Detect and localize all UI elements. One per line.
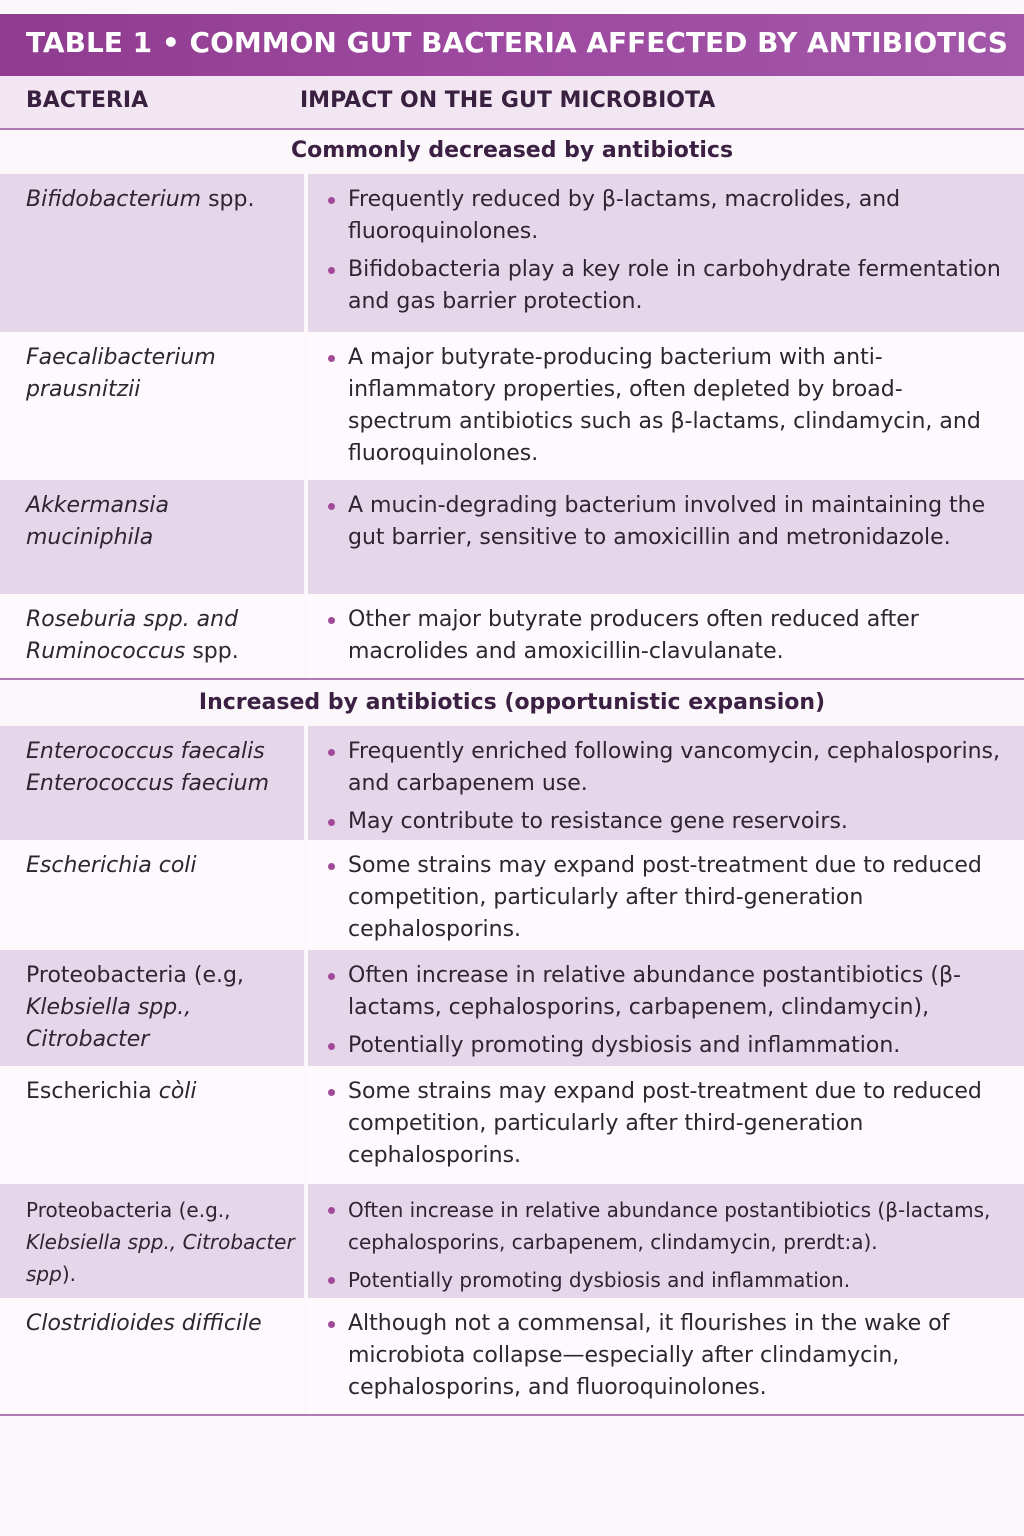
bacteria-cell xyxy=(0,480,304,594)
impact-bullet: Frequently enriched following vancomycin, cephalosporins, and carbapenem use. xyxy=(328,736,1004,800)
bacteria-cell xyxy=(0,1298,304,1414)
impact-bullet: Often increase in relative abundance postantibiotics (β-lactams, cephalosporins, carbapenem, clindamycin), xyxy=(328,960,1004,1024)
bacteria-name: Escherichia coli xyxy=(26,853,197,878)
impact-bullet: May contribute to resistance gene reservoirs. xyxy=(328,806,1004,838)
bullet-icon xyxy=(328,267,335,274)
impact-cell xyxy=(308,480,1024,594)
section-divider xyxy=(0,678,1024,680)
impact-bullet: Some strains may expand post-treatment due to reduced competition, particularly after third-generation cephalosporins. xyxy=(328,850,1004,946)
impact-cell xyxy=(308,840,1024,950)
bullet-icon xyxy=(328,1089,335,1096)
column-header-impact: IMPACT ON THE GUT MICROBIOTA xyxy=(300,88,716,113)
impact-cell xyxy=(308,1298,1024,1414)
bullet-icon xyxy=(328,617,335,624)
bacteria-name: Clostridioides difficile xyxy=(26,1311,262,1336)
impact-bullet: Bifidobacteria play a key role in carbohydrate fermentation and gas barrier protection. xyxy=(328,254,1004,318)
bacteria-cell xyxy=(0,332,304,480)
bacteria-name: Faecalibacterium prausnitzii xyxy=(26,345,216,402)
bacteria-cell xyxy=(0,594,304,678)
bullet-icon xyxy=(328,819,335,826)
table-bottom-border xyxy=(0,1414,1024,1416)
table-row xyxy=(0,950,1024,1066)
table-row xyxy=(0,174,1024,332)
section-heading-increased: Increased by antibiotics (opportunistic expansion) xyxy=(198,690,826,715)
impact-bullet: Potentially promoting dysbiosis and inflammation. xyxy=(328,1030,1004,1062)
impact-bullet: Frequently reduced by β-lactams, macrolides, and fluoroquinolones. xyxy=(328,184,1004,248)
table-row xyxy=(0,332,1024,480)
impact-bullet: A mucin-degrading bacterium involved in maintaining the gut barrier, sensitive to amoxicillin and metronidazole. xyxy=(328,490,1004,554)
impact-cell xyxy=(308,174,1024,332)
impact-cell xyxy=(308,594,1024,678)
bullet-icon xyxy=(328,503,335,510)
bacteria-cell xyxy=(0,174,304,332)
impact-cell xyxy=(308,950,1024,1066)
bullet-icon xyxy=(328,863,335,870)
column-header-bacteria: BACTERIA xyxy=(26,88,149,113)
impact-bullet: A major butyrate-producing bacterium with anti-inflammatory properties, often depleted by broad-spectrum antibiotics such as β-lactams, clindamycin, and fluoroquinolones. xyxy=(328,342,1004,470)
bacteria-name: Proteobacteria (e.g., Klebsiella spp., Citrobacter spp). xyxy=(26,1198,295,1286)
bullet-icon xyxy=(328,1277,335,1284)
bacteria-name: Proteobacteria (e.g, Klebsiella spp., Citrobacter xyxy=(26,963,244,1052)
bacteria-name: Roseburia spp. and Ruminococcus spp. xyxy=(26,607,239,664)
bullet-icon xyxy=(328,749,335,756)
bacteria-name: Akkermansia muciniphila xyxy=(26,493,170,550)
bacteria-cell xyxy=(0,1184,304,1298)
bullet-icon xyxy=(328,197,335,204)
bacteria-cell xyxy=(0,726,304,840)
table-row xyxy=(0,594,1024,678)
impact-bullet: Some strains may expand post-treatment due to reduced competition, particularly after third-generation cephalosporins. xyxy=(328,1076,1004,1172)
table-row xyxy=(0,840,1024,950)
section-heading-decreased: Commonly decreased by antibiotics xyxy=(290,138,734,163)
bacteria-cell xyxy=(0,1066,304,1184)
table-title: TABLE 1 • COMMON GUT BACTERIA AFFECTED BY ANTIBIOTICS xyxy=(26,26,1008,59)
impact-bullet: Other major butyrate producers often reduced after macrolides and amoxicillin-clavulanate. xyxy=(328,604,1004,668)
table-row xyxy=(0,1298,1024,1414)
impact-cell xyxy=(308,332,1024,480)
impact-bullet: Although not a commensal, it flourishes in the wake of microbiota collapse—especially after clindamycin, cephalosporins, and fluoroquinolones. xyxy=(328,1308,1004,1404)
bacteria-cell xyxy=(0,840,304,950)
bacteria-cell xyxy=(0,950,304,1066)
bullet-icon xyxy=(328,1043,335,1050)
bullet-icon xyxy=(328,355,335,362)
impact-cell xyxy=(308,1066,1024,1184)
bullet-icon xyxy=(328,1207,335,1214)
bacteria-name: Bifidobacterium spp. xyxy=(26,187,255,212)
table-row xyxy=(0,480,1024,594)
table-title-bar xyxy=(0,14,1024,76)
bacteria-name: Escherichia còli xyxy=(26,1079,197,1104)
bullet-icon xyxy=(328,973,335,980)
table-row xyxy=(0,1066,1024,1184)
bullet-icon xyxy=(328,1321,335,1328)
table-row xyxy=(0,726,1024,840)
impact-cell xyxy=(308,1184,1024,1298)
column-header-row xyxy=(0,76,1024,130)
bacteria-name: Enterococcus faecalis Enterococcus faecium xyxy=(26,739,269,796)
impact-bullet: Potentially promoting dysbiosis and inflammation. xyxy=(328,1264,1004,1296)
impact-cell xyxy=(308,726,1024,840)
table-row xyxy=(0,1184,1024,1298)
impact-bullet: Often increase in relative abundance postantibiotics (β-lactams, cephalosporins, carbapenem, clindamycin, prerdt:a). xyxy=(328,1194,1004,1258)
